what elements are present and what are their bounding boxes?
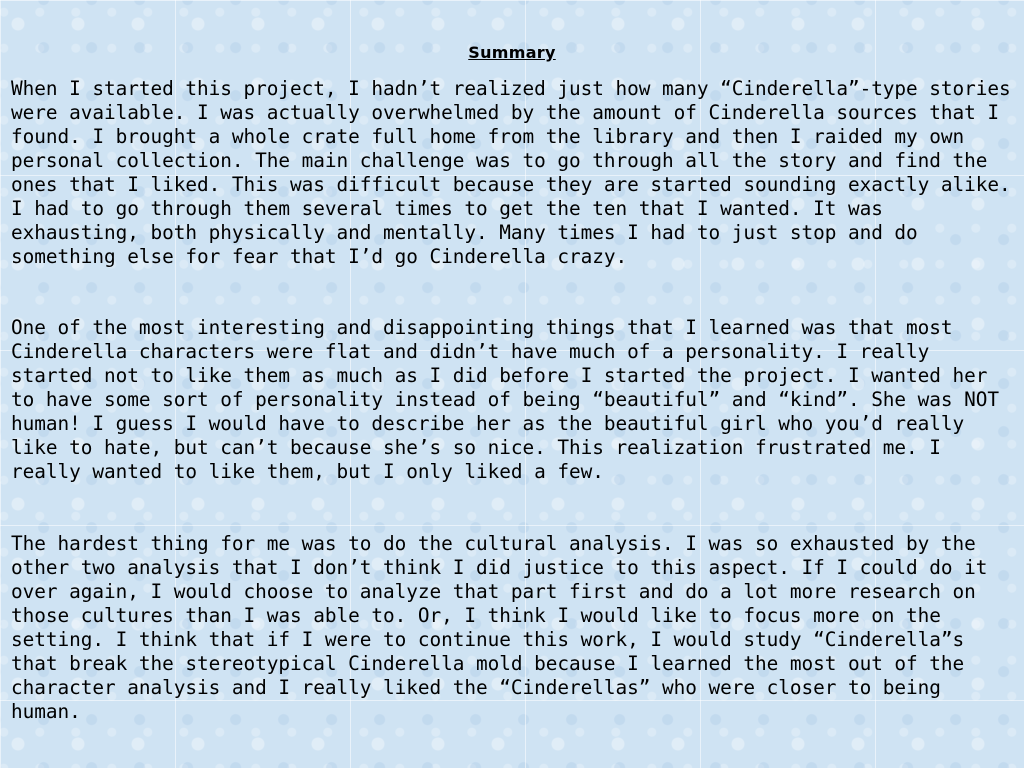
slide-title: Summary xyxy=(468,43,556,62)
summary-paragraph-1: When I started this project, I hadn’t realized just how many “Cinderella”-type stories were available. I was actually overwhelmed by the amount of Cinderella sources that I found. I brought a whole crate full home from the library and then I raided my own personal collection. The main challenge was to go through all the story and find the ones that I liked. This was difficult because they are started sounding exactly alike. I had to go through them several times to get the ten that I wanted. It was exhausting, both physically and mentally. Many times I had to just stop and do something else for fear that I’d go Cinderella crazy. xyxy=(11,77,1011,268)
summary-paragraph-3: The hardest thing for me was to do the cultural analysis. I was so exhausted by the other two analysis that I don’t think I did justice to this aspect. If I could do it over again, I would choose to analyze that part first and do a lot more research on those cultures than I was able to. Or, I think I would like to focus more on the setting. I think that if I were to continue this work, I would study “Cinderella”s that break the stereotypical Cinderella mold because I learned the most out of the character analysis and I really liked the “Cinderellas” who were closer to being human. xyxy=(11,532,988,723)
summary-paragraph-2: One of the most interesting and disappointing things that I learned was that most Cinderella characters were flat and didn’t have much of a personality. I really started not to like them as much as I did before I started the project. I wanted her to have some sort of personality instead of being “beautiful” and “kind”. She was NOT human! I guess I would have to describe her as the beautiful girl who you’d really like to hate, but can’t because she’s so nice. This realization frustrated me. I really wanted to like them, but I only liked a few. xyxy=(11,316,1000,483)
